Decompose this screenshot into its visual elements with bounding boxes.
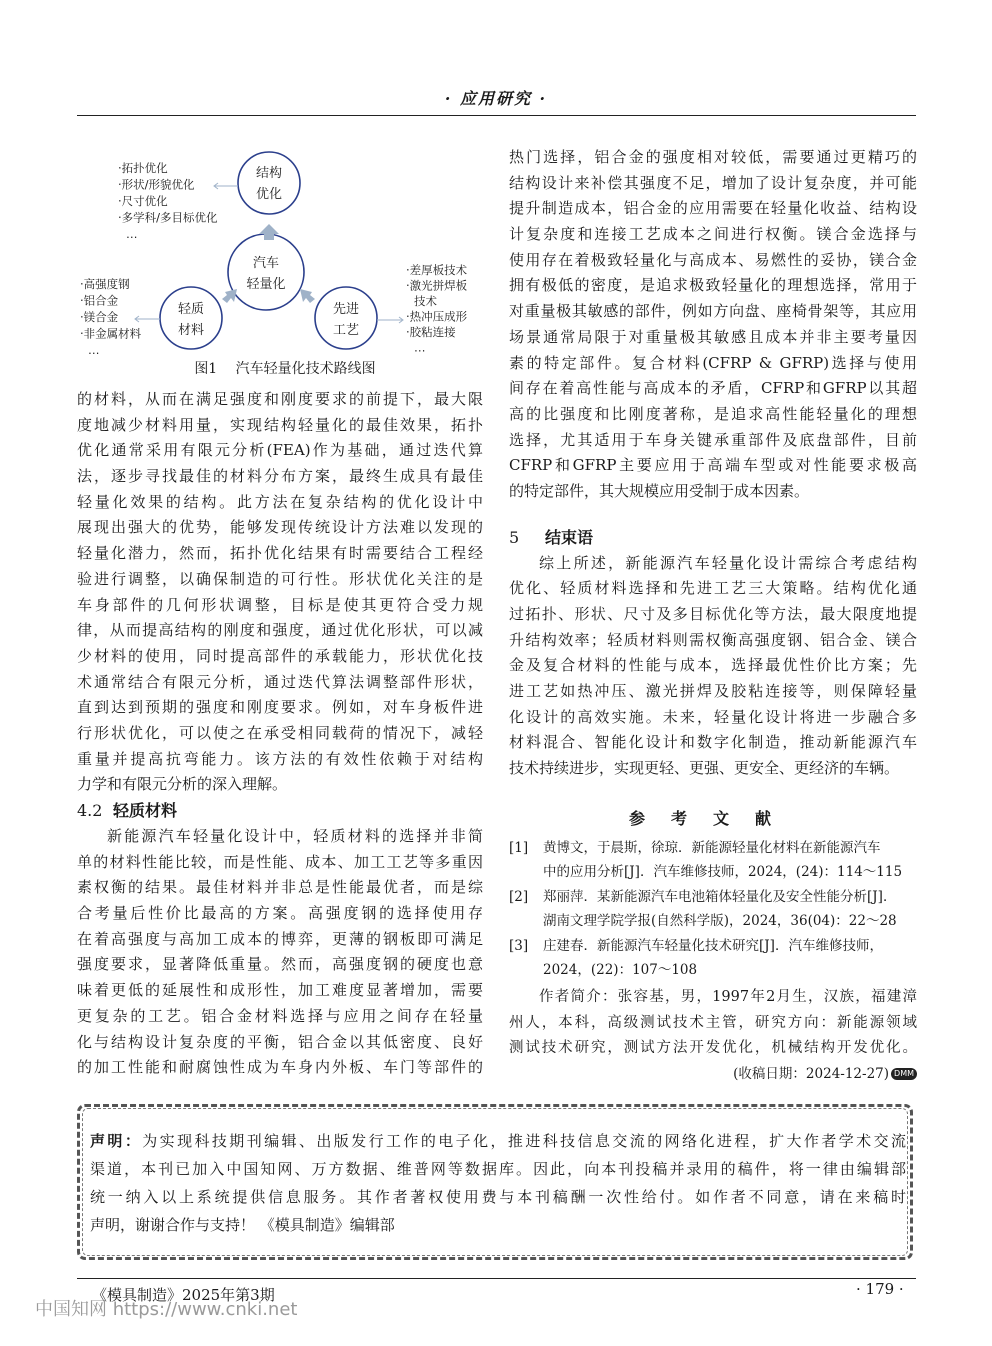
text-line: 场景通常局限于对重量极其敏感且成本并非主要考量因 — [509, 327, 917, 346]
journal-logo: DMM — [891, 1068, 917, 1080]
structure-label-1: 结构 — [255, 166, 283, 181]
arrow-left-icon — [222, 289, 237, 303]
right-column — [509, 145, 917, 1086]
section-number: 5 — [509, 527, 520, 547]
section-title: 轻质材料 — [113, 801, 178, 820]
section-header: · 应用研究 · — [444, 89, 548, 108]
text-line: 合考量后性价比最高的方案。高强度钢的选择使用存 — [77, 904, 483, 923]
text-line: 高的比强度和比刚度著称，是追求高性能轻量化的理想 — [509, 404, 917, 423]
section-number: 4.2 — [77, 801, 103, 820]
received-date: (收稿日期：2024-12-27) — [733, 1065, 890, 1082]
text-line: 新能源汽车轻量化设计中，轻质材料的选择并非简 — [107, 827, 483, 845]
figure-caption: 图1 汽车轻量化技术路线图 — [194, 361, 376, 377]
declaration-signature: 《模具制造》编辑部 — [259, 1216, 395, 1234]
text-line: 强度要求，显著降低重量。然而，高强度钢的硬度也意 — [77, 955, 483, 974]
diagram-list-item: 技术 — [414, 294, 437, 308]
text-line: 间存在着高性能与高成本的矛盾，CFRP和GFRP以其超 — [509, 379, 917, 398]
text-line: 计复杂度和连接工艺成本之间进行权衡。镁合金选择与 — [509, 225, 917, 244]
text-line: 州人，本科，高级测试技术主管，研究方向：新能源领域 — [509, 1014, 917, 1031]
text-line: 优化通常采用有限元分析(FEA)作为基础，通过迭代算 — [77, 441, 483, 460]
declaration-label: 声明： — [90, 1132, 143, 1150]
paragraph — [77, 824, 483, 1081]
section-title: 结束语 — [545, 527, 594, 547]
text-line: 材料混合、智能化设计和数字化制造，推动新能源汽车 — [509, 733, 917, 752]
reference-text: 2024，(22)：107～108 — [543, 962, 698, 979]
text-line: 更复杂的工艺。铝合金材料选择与应用之间存在轻量 — [77, 1006, 483, 1025]
text-line: 热门选择，铝合金的强度相对较低，需要通过更精巧的 — [509, 148, 917, 166]
diagram-list-item: ·形状/形貌优化 — [118, 177, 195, 192]
process-circle — [315, 287, 377, 349]
text-line: 律，从而提高结构的刚度和强度，通过优化形状，可以减 — [77, 621, 483, 640]
structure-circle — [238, 152, 300, 214]
text-line: 轻量化潜力，然而，拓扑优化结果有时需要结合工程经 — [77, 544, 483, 563]
text-line: 的加工性能和耐腐蚀性成为车身内外板、车门等部件的 — [77, 1058, 483, 1077]
reference-number: [2] — [509, 888, 529, 905]
text-line: 术通常结合有限元分析，通过迭代算法调整部件形状， — [77, 672, 483, 691]
diagram-list-item: ·铝合金 — [80, 293, 119, 308]
text-line: 对重量极其敏感的部件，例如方向盘、座椅骨架等，其应用 — [509, 302, 917, 321]
footer-rule — [77, 1278, 916, 1279]
text-line: 的特定部件，其大规模应用受制于成本因素。 — [509, 481, 810, 500]
text-line: 素的特定部件。复合材料(CFRP & GFRP)选择与使用 — [509, 353, 917, 372]
diagram-list-item: ·拓扑优化 — [118, 161, 168, 175]
materials-label-1: 轻质 — [177, 302, 205, 317]
materials-label-2: 材料 — [177, 323, 205, 338]
text-line: 行形状优化，可以使之在承受相同载荷的情况下，减轻 — [77, 723, 483, 742]
text-line: CFRP和GFRP主要应用于高端车型或对性能要求极高 — [509, 456, 917, 475]
text-line: 重量并提高抗弯能力。该方法的有效性依赖于对结构 — [77, 749, 483, 768]
text-line: 在着高强度与高加工成本的博弈，更薄的钢板即可满足 — [77, 929, 483, 948]
text-line: 使用存在着极致轻量化与高成本、易燃性的妥协，镁合金 — [509, 250, 917, 269]
diagram-list-item: ·热冲压成形 — [406, 309, 468, 324]
reference-number: [3] — [509, 937, 529, 954]
left-column — [77, 387, 483, 1081]
process-label-1: 先进 — [332, 302, 360, 317]
reference-item — [509, 836, 917, 885]
text-line: 优化、轻质材料选择和先进工艺三大策略。结构优化通 — [509, 579, 917, 598]
reference-text: 郑丽萍．某新能源汽车电池箱体轻量化及安全性能分析[J]． — [543, 888, 897, 905]
diagram-list-item: ·差厚板技术 — [406, 263, 468, 277]
paragraph — [509, 551, 917, 782]
text-line: 过拓扑、形状、尺寸及多目标优化等方法，最大限度地提 — [509, 605, 917, 623]
header-rule — [77, 115, 916, 116]
text-line: 素权衡的结果。最佳材料并非总是性能最优者，而是综 — [77, 878, 483, 897]
references-list — [509, 836, 917, 983]
text-line: 提升制造成本，铝合金的应用需要在轻量化收益、结构设 — [509, 199, 917, 218]
diagram-list-item: ·尺寸优化 — [118, 194, 168, 208]
reference-text: 黄博文，于晨斯，徐琼．新能源轻量化材料在新能源汽车 — [543, 839, 881, 856]
declaration-line-text: 声明，谢谢合作与支持！ — [90, 1216, 256, 1234]
diagram-list-item: ·激光拼焊板 — [406, 278, 468, 293]
center-label-2: 轻量化 — [246, 277, 286, 292]
text-line: 综上所述，新能源汽车轻量化设计需综合考虑结构 — [539, 553, 917, 572]
text-line: 结构设计来补偿其强度不足，增加了设计复杂度，并可能 — [509, 173, 917, 192]
reference-text: 庄建春．新能源汽车轻量化技术研究[J]．汽车维修技师， — [543, 937, 883, 954]
section-heading-4-2 — [77, 798, 483, 824]
text-line: 测试技术研究，测试方法开发优化，机械结构开发优化。 — [509, 1040, 917, 1057]
text-line: 轻量化效果的结构。此方法在复杂结构的优化设计中 — [77, 492, 483, 511]
text-line: 车身部件的几何形状调整，目标是使其更符合受力规 — [77, 595, 483, 614]
text-line: 升结构效率；轻质材料则需权衡高强度钢、铝合金、镁合 — [509, 630, 917, 649]
text-line: 直到达到预期的强度和刚度要求。例如，对车身板件进 — [77, 698, 483, 717]
text-line: 技术持续进步，实现更轻、更强、更安全、更经济的车辆。 — [509, 759, 900, 778]
footer-journal: 《模具制造》2025年第3期 — [92, 1286, 275, 1304]
text-line: 力学和有限元分析的深入理解。 — [77, 775, 288, 794]
reference-text: 湖南文理学院学报(自然科学版)，2024，36(04)：22～28 — [543, 913, 897, 930]
text-line: 验进行调整，以确保制造的可行性。形状优化关注的是 — [77, 569, 483, 588]
process-label-2: 工艺 — [332, 323, 360, 338]
text-line: 的材料，从而在满足强度和刚度要求的前提下，最大限 — [77, 390, 483, 408]
text-line: 法，逐步寻找最佳的材料分布方案，最终生成具有最佳 — [77, 467, 483, 486]
declaration-line — [90, 1211, 906, 1239]
received-date-row — [509, 1062, 917, 1086]
center-label-1: 汽车 — [252, 256, 280, 271]
arrow-up-icon — [259, 224, 279, 240]
text-line: 单的材料性能比较，而是性能、成本、加工工艺等多重因 — [77, 852, 483, 871]
text-line: 进工艺如热冲压、激光拼焊及胶粘连接等，则保障轻量 — [509, 682, 917, 701]
text-line: 作者简介：张容基，男，1997年2月生，汉族，福建漳 — [539, 988, 917, 1005]
page-number: · 179 · — [856, 1280, 904, 1298]
arrow-right-icon — [300, 289, 315, 303]
diagram-list-item: … — [88, 343, 100, 357]
text-line: 展现出强大的优势，能够发现传统设计方法难以发现的 — [77, 518, 483, 537]
text-line: 味着更低的延展性和成形性，加工难度显著增加，需要 — [77, 981, 483, 1000]
diagram-list-item: ·非金属材料 — [80, 326, 142, 341]
reference-item — [509, 885, 917, 934]
declaration-line: 渠道，本刊已加入中国知网、万方数据、维普网等数据库。因此，向本刊投稿并录用的稿件，将一律由编辑部 — [90, 1160, 906, 1178]
section-heading-5 — [509, 525, 917, 551]
structure-label-2: 优化 — [255, 187, 283, 202]
diagram-list-item: ·胶粘连接 — [406, 325, 456, 339]
diagram-list-item: ·高强度钢 — [80, 277, 130, 291]
reference-text: 中的应用分析[J]．汽车维修技师，2024，(24)：114～115 — [543, 864, 903, 881]
text-line: 金及复合材料的性能与成本，选择最优性价比方案；先 — [509, 656, 917, 675]
text-line: 化设计的高效实施。未来，轻量化设计将进一步融合多 — [509, 707, 917, 726]
text-line: 选择，尤其适用于车身关键承重部件及底盘部件，目前 — [509, 430, 917, 449]
declaration-line-text: 为实现科技期刊编辑、出版发行工作的电子化，推进科技信息交流的网络化进程，扩大作者学术交流 — [142, 1132, 906, 1150]
reference-number: [1] — [509, 839, 529, 856]
center-circle — [228, 234, 304, 310]
declaration-line — [90, 1127, 906, 1155]
diagram-list-item: ·镁合金 — [80, 310, 119, 324]
text-line: 拥有极低的密度，是追求极致轻量化的理想选择，常用于 — [509, 276, 917, 295]
author-bio — [509, 985, 917, 1062]
tech-roadmap-diagram — [70, 140, 500, 380]
text-line: 度地减少材料用量，实现结构轻量化的最佳效果，拓扑 — [77, 415, 483, 434]
diagram-list-item: … — [414, 340, 426, 355]
watermark: 中国知网 https://www.cnki.net — [35, 1299, 298, 1320]
diagram-list-item: … — [126, 227, 138, 241]
text-line: 化与结构设计复杂度的平衡，铝合金以其低密度、良好 — [77, 1032, 483, 1051]
declaration-line: 统一纳入以上系统提供信息服务。其作者著权使用费与本刊稿酬一次性给付。如作者不同意，请在来稿时 — [90, 1188, 906, 1206]
declaration-text — [90, 1127, 906, 1239]
text-line: 少材料的使用，同时提高部件的承载能力，形状优化技 — [77, 646, 483, 665]
reference-item — [509, 934, 917, 983]
references-title: 参考文献 — [628, 808, 797, 828]
paragraph — [77, 387, 483, 798]
paragraph — [509, 145, 917, 505]
diagram-list-item: ·多学科/多目标优化 — [118, 210, 218, 225]
materials-circle — [160, 287, 222, 349]
